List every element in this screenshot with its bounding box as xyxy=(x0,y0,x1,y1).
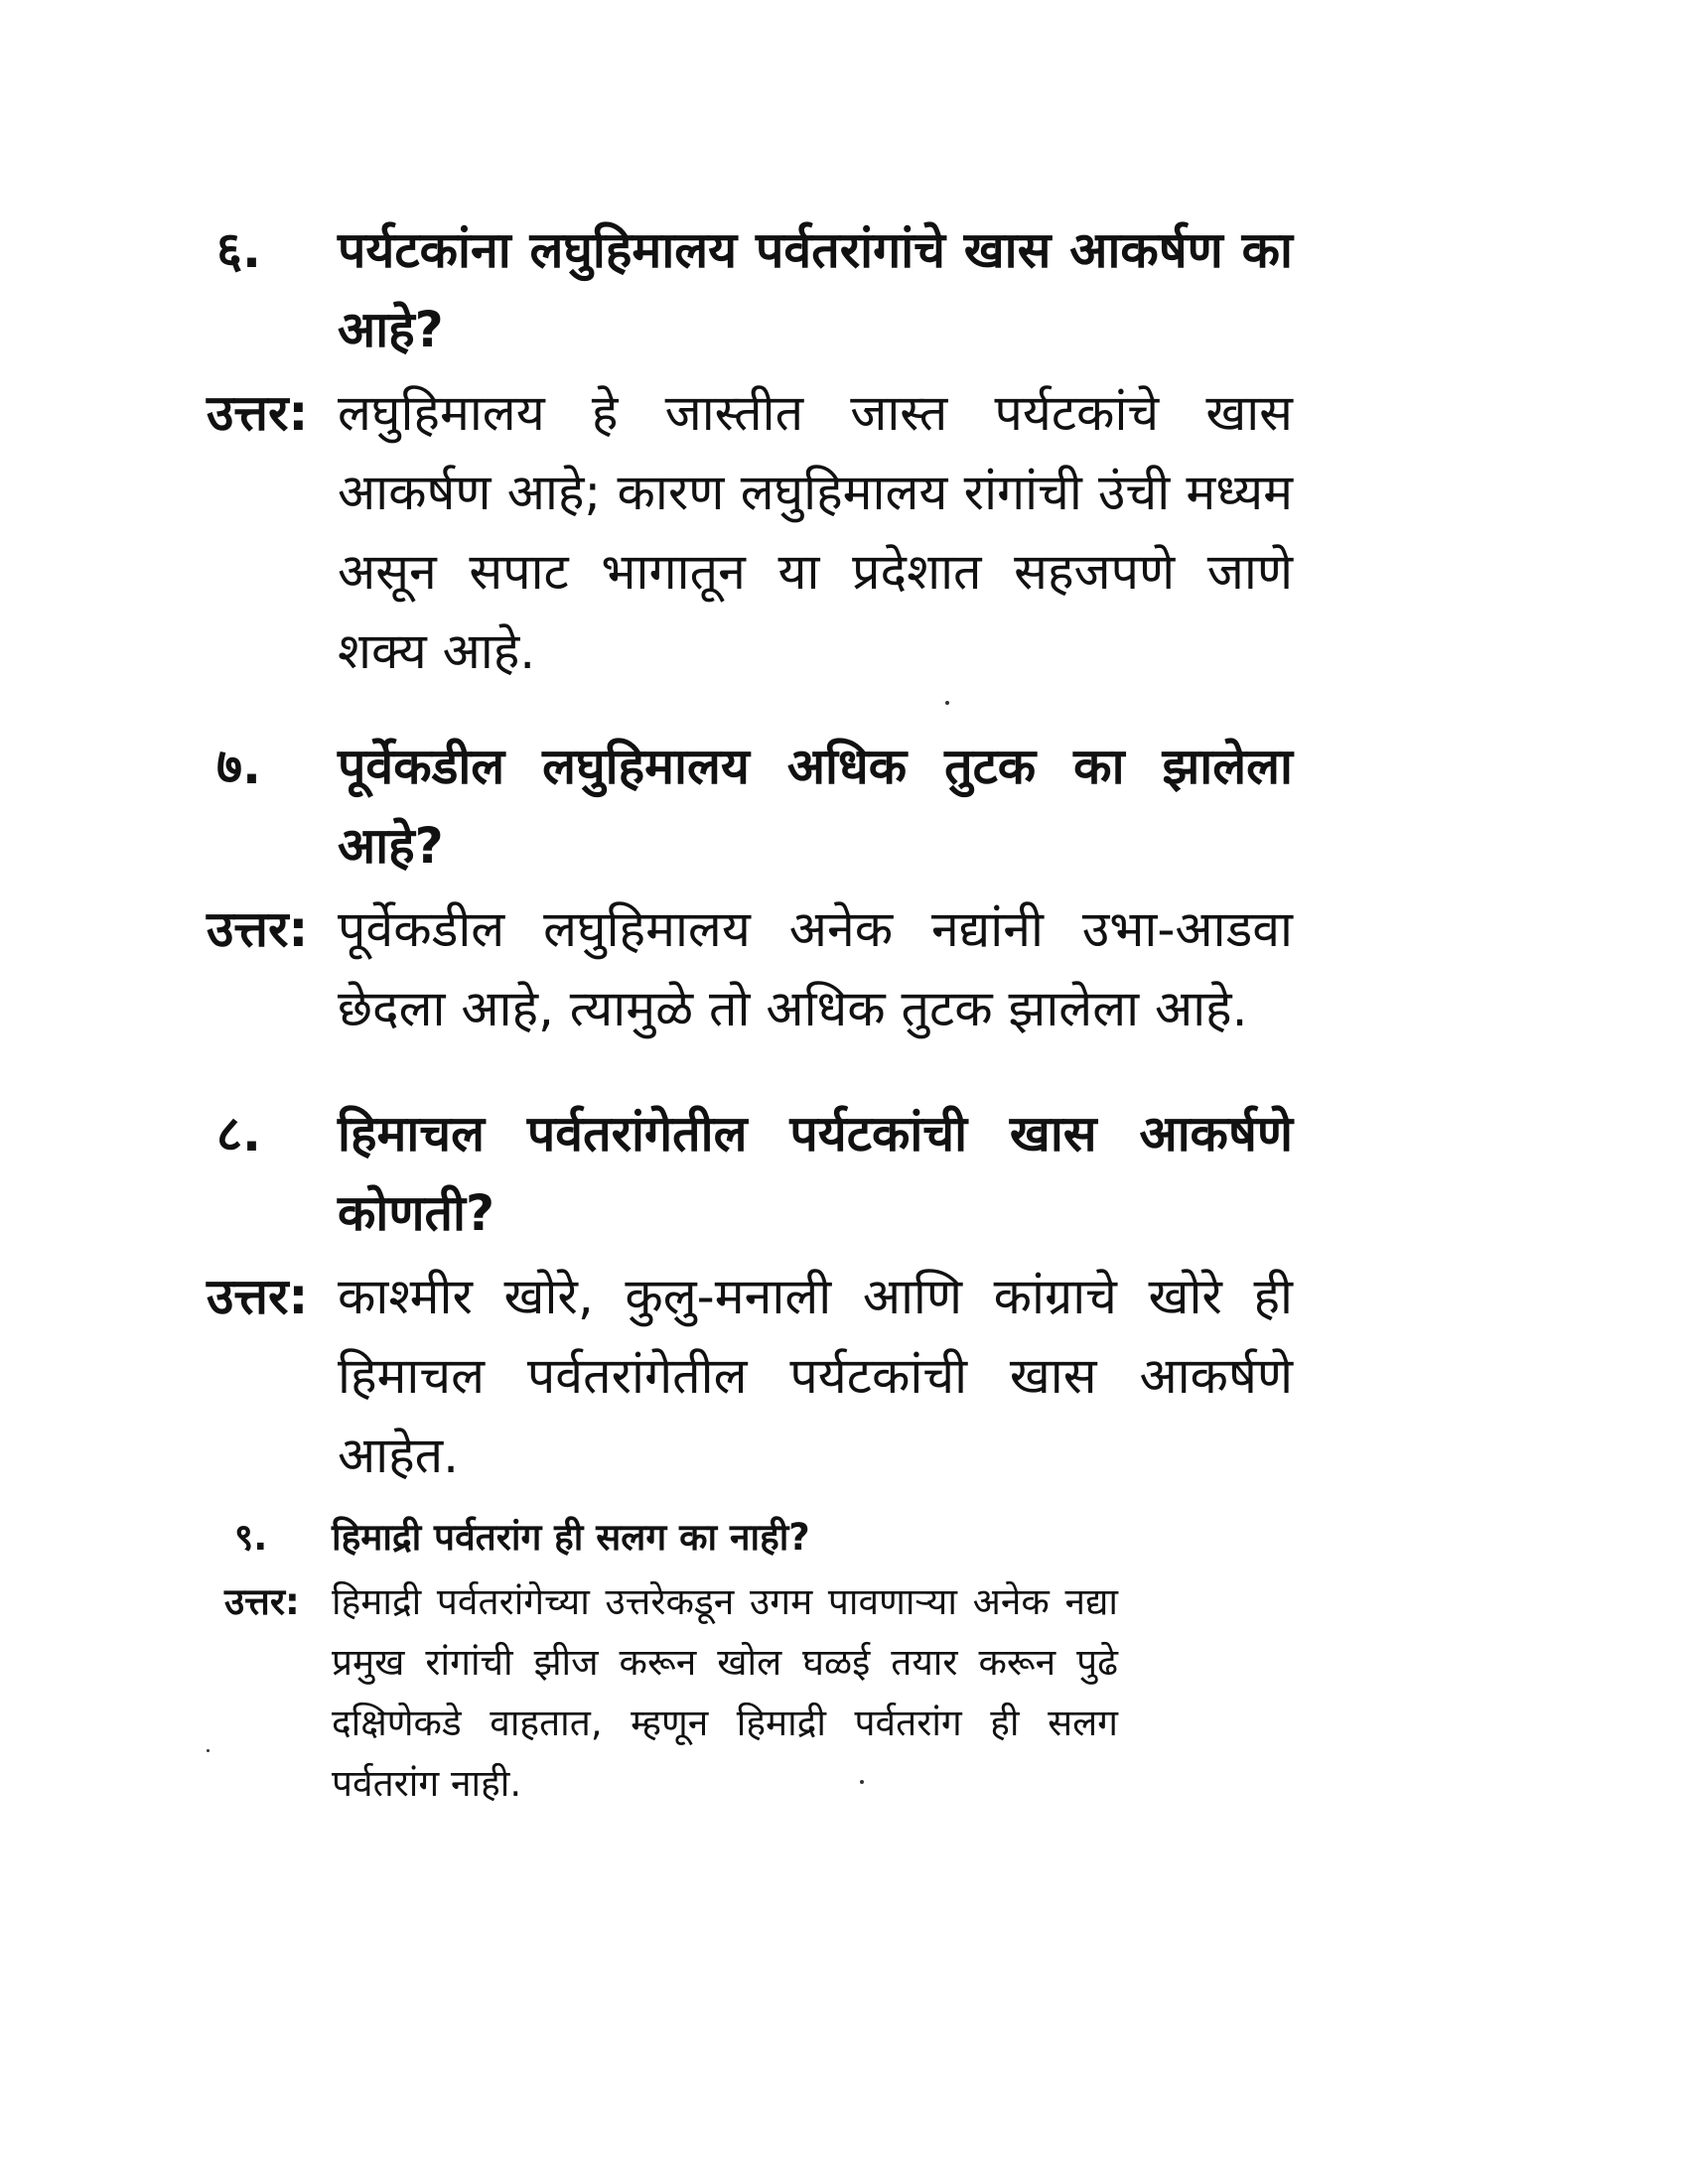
qa-block-6 xyxy=(207,210,1293,691)
answer-row xyxy=(224,1571,1118,1814)
question-number: ७. xyxy=(216,738,261,795)
answer-text: पूर्वेकडील लघुहिमालय अनेक नद्यांनी उभा-आडवा छेदला आहे, त्यामुळे तो अधिक तुटक झालेला आहे. xyxy=(338,900,1293,1037)
answer-row xyxy=(207,1257,1293,1495)
question-number: ६. xyxy=(216,221,261,279)
qa-block-8 xyxy=(207,1094,1293,1495)
answer-text: हिमाद्री पर्वतरांगेच्या उत्तरेकडून उगम पावणाऱ्या अनेक नद्या प्रमुख रांगांची झीज करून खोल घळई तयार करून पुढे दक्षिणेकडे वाहतात, म्हणून हिमाद्री पर्वतरांग ही सलग पर्वतरांग नाही. xyxy=(332,1580,1118,1805)
answer-label: उत्तर: xyxy=(224,1580,300,1623)
scan-speck xyxy=(207,1749,210,1752)
question-text: हिमाद्री पर्वतरांग ही सलग का नाही? xyxy=(332,1516,810,1559)
question-text: पर्यटकांना लघुहिमालय पर्वतरांगांचे खास आकर्षण का आहे? xyxy=(338,221,1293,358)
question-row xyxy=(207,1094,1293,1253)
question-text: हिमाचल पर्वतरांगेतील पर्यटकांची खास आकर्षणे कोणती? xyxy=(338,1105,1293,1242)
scan-speck xyxy=(945,701,949,705)
question-row xyxy=(207,210,1293,369)
answer-label: उत्तर: xyxy=(207,1268,309,1325)
question-text: पूर्वेकडील लघुहिमालय अधिक तुटक का झालेला आहे? xyxy=(338,738,1293,875)
answer-text: काश्मीर खोरे, कुलु-मनाली आणि कांग्राचे खोरे ही हिमाचल पर्वतरांगेतील पर्यटकांची खास आकर्षणे आहेत. xyxy=(338,1268,1293,1484)
question-row xyxy=(224,1507,1118,1568)
answer-row xyxy=(207,373,1293,691)
question-number: ८. xyxy=(216,1105,261,1162)
question-row xyxy=(207,727,1293,886)
answer-label: उत्तर: xyxy=(207,384,309,442)
qa-block-9 xyxy=(224,1507,1118,1814)
answer-label: उत्तर: xyxy=(207,900,309,958)
qa-block-7 xyxy=(207,727,1293,1048)
scan-speck xyxy=(860,1780,864,1784)
answer-row xyxy=(207,889,1293,1048)
question-number: ९. xyxy=(234,1516,268,1559)
answer-text: लघुहिमालय हे जास्तीत जास्त पर्यटकांचे खास आकर्षण आहे; कारण लघुहिमालय रांगांची उंची मध्यम असून सपाट भागातून या प्रदेशात सहजपणे जाणे शक्य आहे. xyxy=(338,384,1293,680)
